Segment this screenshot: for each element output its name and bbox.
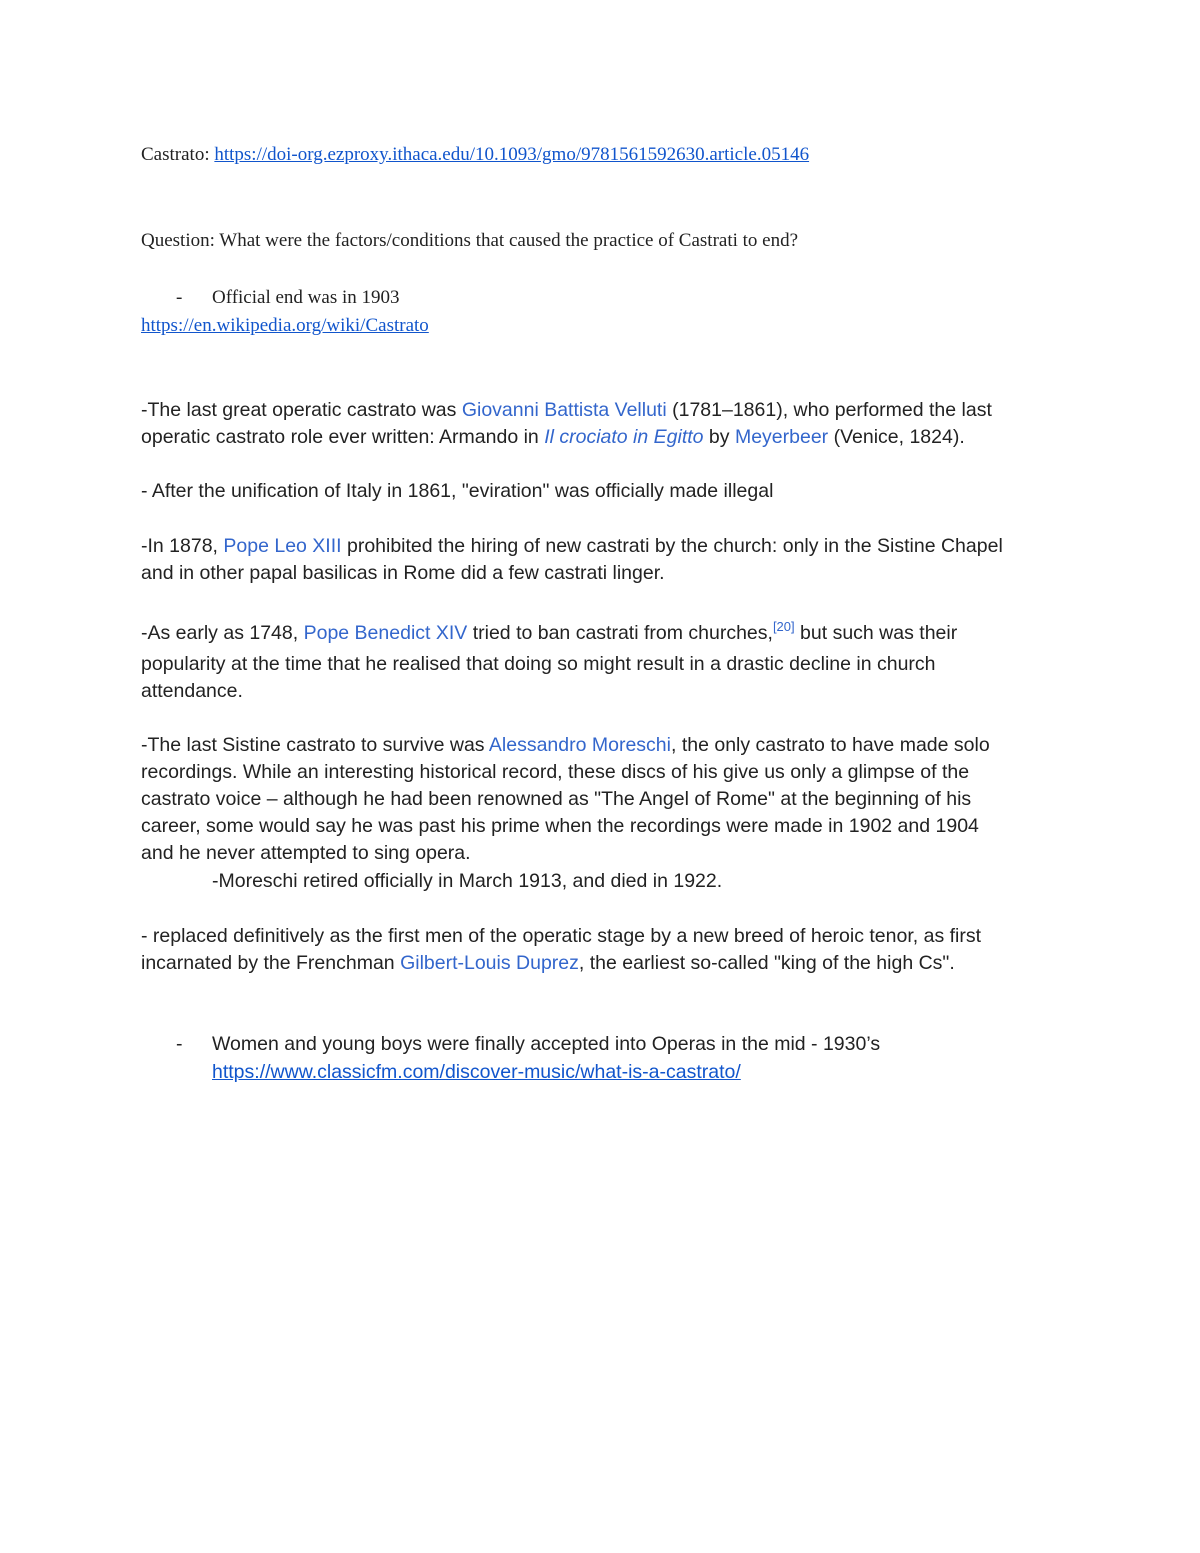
moreschi-link[interactable]: Alessandro Moreschi — [488, 734, 671, 756]
text-span: , the earliest so-called "king of the high Cs". — [578, 952, 955, 974]
moreschi-paragraph-line-2: recordings. While an interesting historical record, these discs of his give us only a glimpse of the — [141, 761, 970, 783]
pope-benedict-link[interactable]: Pope Benedict XIV — [303, 622, 468, 644]
velluti-paragraph-line-2 — [141, 424, 965, 451]
castrato-source-line — [141, 141, 809, 168]
bullet-official-end-text: Official end was in 1903 — [212, 287, 400, 308]
moreschi-paragraph-line-1 — [141, 732, 990, 759]
velluti-link[interactable]: Giovanni Battista Velluti — [461, 399, 667, 421]
text-span: tried to ban castrati from churches, — [467, 622, 773, 644]
duprez-link[interactable]: Gilbert-Louis Duprez — [400, 952, 579, 974]
text-span: but such was their — [794, 622, 958, 644]
text-span: -The last Sistine castrato to survive was — [141, 734, 489, 756]
text-span: prohibited the hiring of new castrati by the church: only in the Sistine Chapel — [341, 535, 1003, 557]
citation-20-link[interactable]: [20] — [772, 619, 795, 634]
text-span: operatic castrato role ever written: Armando in — [141, 426, 545, 448]
text-span: -The last great operatic castrato was — [141, 399, 462, 421]
text-span: -In 1878, — [141, 535, 224, 557]
duprez-paragraph-line-2 — [141, 950, 955, 977]
moreschi-paragraph-line-4: career, some would say he was past his prime when the recordings were made in 1902 and 1904 — [141, 815, 979, 837]
text-span: , the only castrato to have made solo — [670, 734, 990, 756]
text-span: -As early as 1748, — [141, 622, 304, 644]
crociato-link[interactable]: Il crociato in Egitto — [544, 426, 704, 448]
classicfm-link[interactable]: https://www.classicfm.com/discover-music/what-is-a-castrato/ — [212, 1061, 741, 1083]
castrato-label: Castrato: — [141, 144, 215, 165]
bullet-dash: - — [176, 1033, 183, 1055]
duprez-paragraph-line-1: - replaced definitively as the first men of the operatic stage by a new breed of heroic tenor, as first — [141, 925, 982, 947]
moreschi-paragraph-line-3: castrato voice – although he had been renowned as "The Angel of Rome" at the beginning of his — [141, 788, 972, 810]
leo-paragraph-line-2: and in other papal basilicas in Rome did a few castrati linger. — [141, 562, 665, 584]
question-text: Question: What were the factors/conditions that caused the practice of Castrati to end? — [141, 230, 799, 251]
benedict-paragraph-line-1 — [141, 620, 957, 647]
unification-paragraph: - After the unification of Italy in 1861, "eviration" was officially made illegal — [141, 480, 774, 502]
benedict-paragraph-line-2: popularity at the time that he realised that doing so might result in a drastic decline in church — [141, 653, 936, 675]
castrato-doi-link[interactable]: https://doi-org.ezproxy.ithaca.edu/10.1093/gmo/9781561592630.article.05146 — [214, 144, 810, 165]
text-span: (1781–1861), who performed the last — [666, 399, 992, 421]
moreschi-paragraph-line-5: and he never attempted to sing opera. — [141, 842, 471, 864]
text-span: incarnated by the Frenchman — [141, 952, 401, 974]
bullet-women-boys-text: Women and young boys were finally accepted into Operas in the mid - 1930’s — [212, 1033, 881, 1055]
wikipedia-line — [141, 312, 429, 339]
benedict-paragraph-line-3: attendance. — [141, 680, 243, 702]
wikipedia-link[interactable]: https://en.wikipedia.org/wiki/Castrato — [141, 315, 429, 336]
moreschi-retired-line: -Moreschi retired officially in March 1913, and died in 1922. — [212, 870, 723, 892]
text-span: (Venice, 1824). — [828, 426, 965, 448]
velluti-paragraph-line-1 — [141, 397, 992, 424]
text-span: by — [703, 426, 735, 448]
leo-paragraph-line-1 — [141, 533, 1003, 560]
bullet-dash: - — [176, 287, 183, 308]
pope-leo-link[interactable]: Pope Leo XIII — [223, 535, 342, 557]
classicfm-line — [212, 1059, 741, 1086]
meyerbeer-link[interactable]: Meyerbeer — [734, 426, 829, 448]
